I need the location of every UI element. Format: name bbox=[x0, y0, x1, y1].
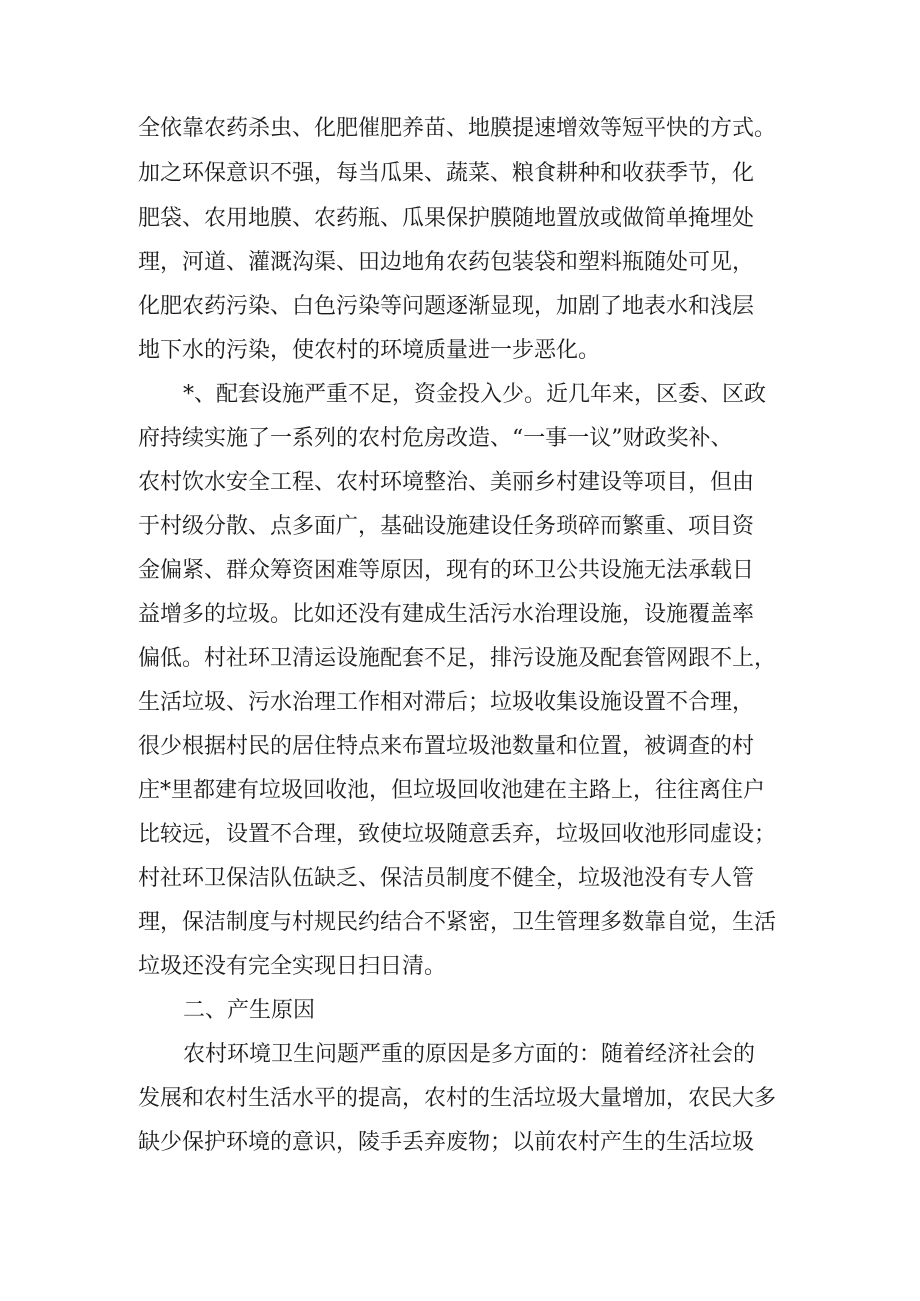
text-line: 很少根据村民的居住特点来布置垃圾池数量和位置，被调查的村 bbox=[138, 734, 755, 759]
text-line: 府持续实施了一系列的农村危房改造、“一事一议”财政奖补、 bbox=[138, 426, 733, 451]
text-line: 庄*里都建有垃圾回收池，但垃圾回收池建在主路上，往往离住户 bbox=[138, 778, 766, 803]
section-heading: 二、产生原因 bbox=[183, 998, 316, 1023]
text-line: 金偏紧、群众筹资困难等原因，现有的环卫公共设施无法承载日 bbox=[138, 558, 755, 583]
paragraph-first-line: *、配套设施严重不足，资金投入少。近几年来，区委、区政 bbox=[183, 382, 767, 407]
text-line: 于村级分散、点多面广，基础设施建设任务琐碎而繁重、项目资 bbox=[138, 514, 755, 539]
text-line: 村社环卫保洁队伍缺乏、保洁员制度不健全，垃圾池没有专人管 bbox=[138, 866, 755, 891]
text-line: 生活垃圾、污水治理工作相对滞后；垃圾收集设施设置不合理， bbox=[138, 690, 755, 715]
text-line: 加之环保意识不强，每当瓜果、蔬菜、粮食耕种和收获季节，化 bbox=[138, 161, 755, 186]
text-line: 发展和农村生活水平的提高，农村的生活垃圾大量增加，农民大多 bbox=[138, 1086, 777, 1111]
text-line: 缺少保护环境的意识，陵手丢弃废物；以前农村产生的生活垃圾 bbox=[138, 1130, 755, 1155]
text-line: 垃圾还没有完全实现日扫日清。 bbox=[138, 954, 447, 979]
text-line: 农村饮水安全工程、农村环境整治、美丽乡村建设等项目，但由 bbox=[138, 470, 755, 495]
text-line: 地下水的污染，使农村的环境质量进一步恶化。 bbox=[138, 338, 601, 363]
text-line: 肥袋、农用地膜、农药瓶、瓜果保护膜随地置放或做简单掩埋处 bbox=[138, 206, 755, 231]
text-line: 益增多的垃圾。比如还没有建成生活污水治理设施，设施覆盖率 bbox=[138, 602, 755, 627]
text-line: 理，保洁制度与村规民约结合不紧密，卫生管理多数靠自觉，生活 bbox=[138, 910, 777, 935]
text-line: 化肥农药污染、白色污染等问题逐渐显现，加剧了地表水和浅层 bbox=[138, 294, 755, 319]
text-line: 比较远，设置不合理，致使垃圾随意丢弃，垃圾回收池形同虚设； bbox=[138, 822, 777, 847]
paragraph-first-line: 农村环境卫生问题严重的原因是多方面的：随着经济社会的 bbox=[183, 1042, 756, 1067]
text-line: 理，河道、灌溉沟渠、田边地角农药包装袋和塑料瓶随处可见， bbox=[138, 250, 755, 275]
text-line: 全依靠农药杀虫、化肥催肥养苗、地膜提速增效等短平快的方式。 bbox=[138, 116, 777, 141]
text-line: 偏低。村社环卫清运设施配套不足，排污设施及配套管网跟不上， bbox=[138, 646, 777, 671]
